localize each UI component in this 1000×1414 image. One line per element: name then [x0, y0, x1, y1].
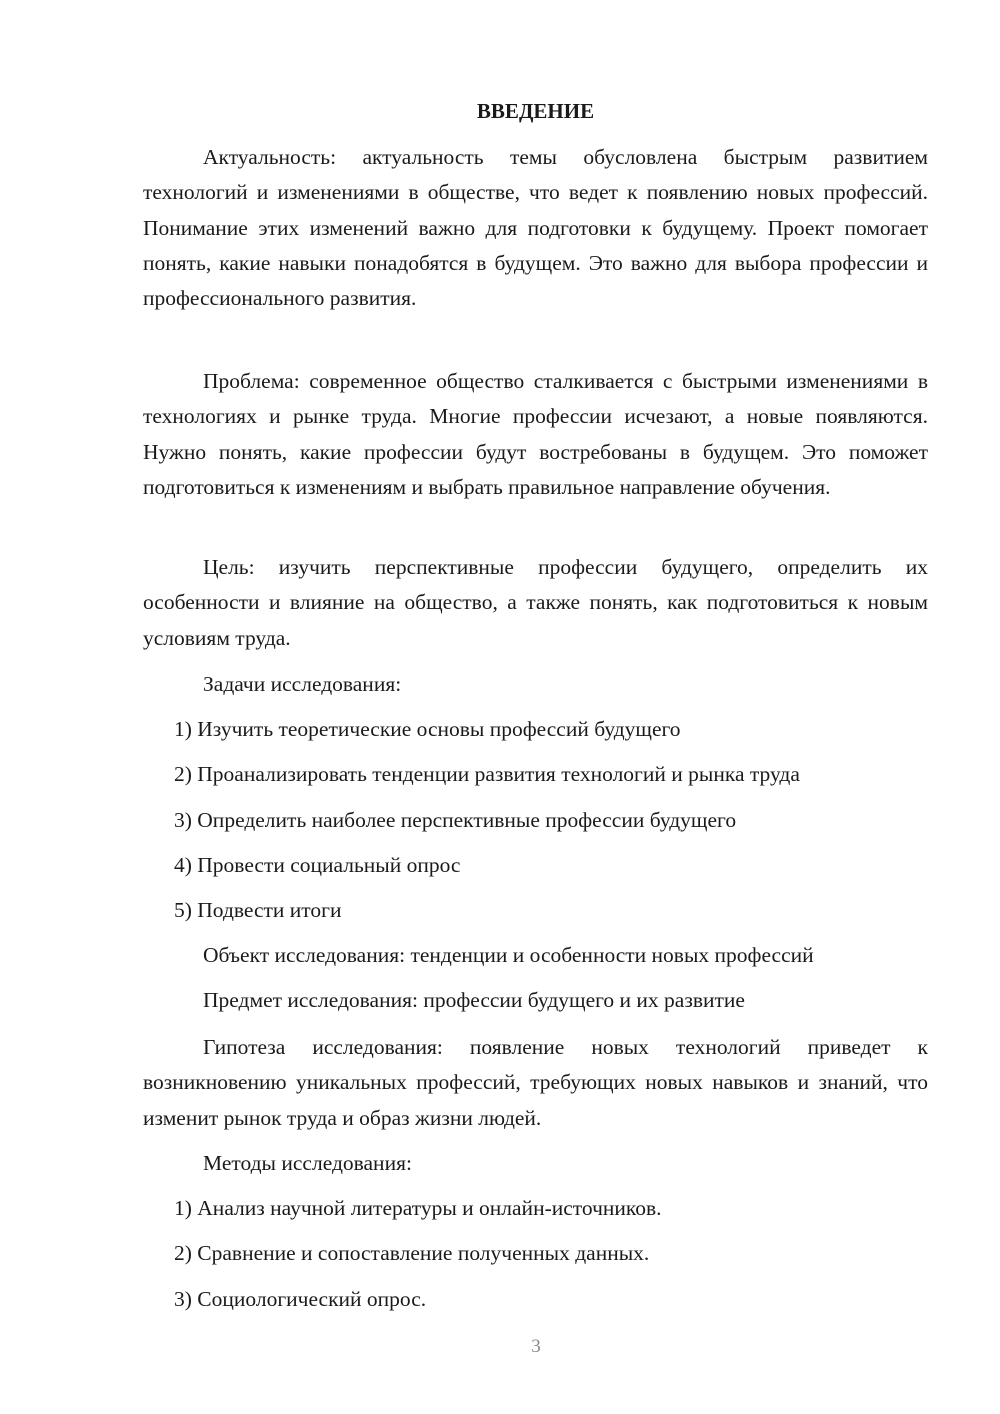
method-item-1: 1) Анализ научной литературы и онлайн-источников.: [174, 1196, 662, 1220]
research-subject: Предмет исследования: профессии будущего и их развитие: [203, 988, 745, 1012]
methods-heading: Методы исследования:: [203, 1151, 412, 1175]
research-object: Объект исследования: тенденции и особенности новых профессий: [203, 943, 814, 967]
method-item-3: 3) Социологический опрос.: [174, 1287, 427, 1311]
hypothesis-paragraph: Гипотеза исследования: появление новых технологий приведет к возникновению уникальных профессий, требующих новых навыков и знаний, что изменит рынок труда и образ жизни людей.: [143, 1035, 928, 1130]
tasks-heading: Задачи исследования:: [203, 672, 402, 696]
method-item-2: 2) Сравнение и сопоставление полученных данных.: [174, 1241, 650, 1265]
task-item-4: 4) Провести социальный опрос: [174, 853, 461, 877]
task-item-1: 1) Изучить теоретические основы профессий будущего: [174, 717, 681, 741]
task-item-2: 2) Проанализировать тенденции развития технологий и рынка труда: [174, 762, 800, 786]
problem-paragraph: Проблема: современное общество сталкивается с быстрыми изменениями в технологиях и рынке труда. Многие профессии исчезают, а новые появляются. Нужно понять, какие профессии будут востребованы в будущем. Это поможет подготовиться к изменениям и выбрать правильное направление обучения.: [143, 369, 928, 499]
relevance-paragraph: Актуальность: актуальность темы обусловлена быстрым развитием технологий и изменениями в обществе, что ведет к появлению новых профессий. Понимание этих изменений важно для подготовки к будущему. Проект помогает понять, какие навыки понадобятся в будущем. Это важно для выбора профессии и профессионального развития.: [143, 145, 928, 311]
goal-paragraph: Цель: изучить перспективные профессии будущего, определить их особенности и влияние на общество, а также понять, как подготовиться к новым условиям труда.: [143, 555, 928, 650]
page-title: ВВЕДЕНИЕ: [476, 99, 595, 123]
task-item-3: 3) Определить наиболее перспективные профессии будущего: [174, 808, 737, 832]
task-item-5: 5) Подвести итоги: [174, 898, 342, 922]
page-number: 3: [531, 1336, 541, 1357]
